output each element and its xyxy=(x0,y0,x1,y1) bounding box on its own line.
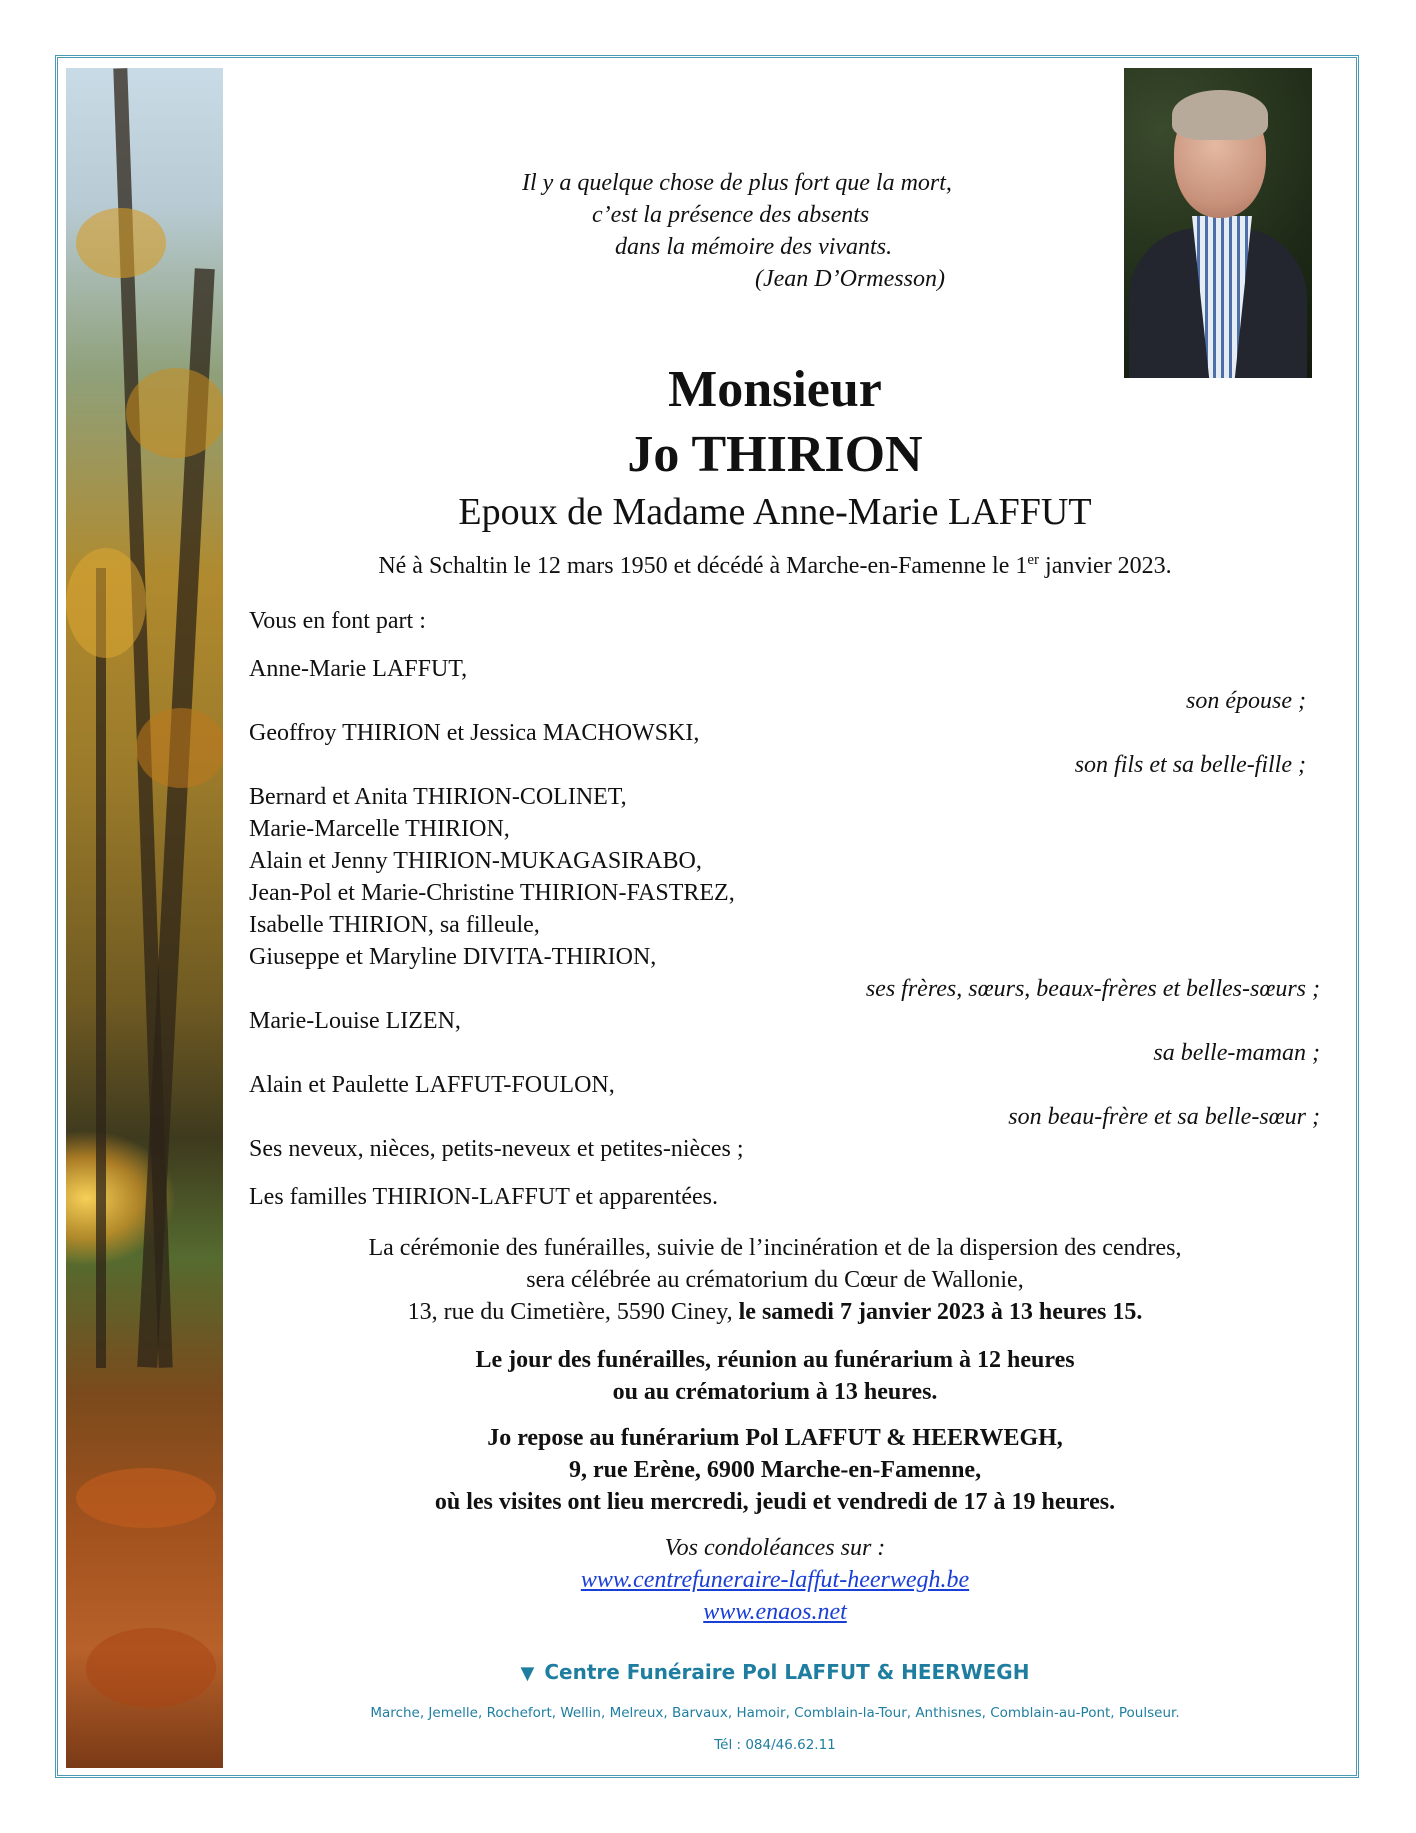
deceased-name: Jo THIRION xyxy=(627,426,923,483)
footer-telephone: Tél : 084/46.62.11 xyxy=(714,1737,836,1753)
family-member: Geoffroy THIRION et Jessica MACHOWSKI, xyxy=(249,720,700,746)
funeral-center-name: ▼ Centre Funéraire Pol LAFFUT & HEERWEGH xyxy=(520,1660,1030,1684)
family-member: Bernard et Anita THIRION-COLINET, xyxy=(249,784,627,810)
family-role: son fils et sa belle-fille ; xyxy=(1074,752,1306,778)
meeting-info: Le jour des funérailles, réunion au funérarium à 12 heures ou au crématorium à 13 heures. xyxy=(475,1347,1075,1405)
epigraph-quote xyxy=(505,167,1025,295)
triangle-down-icon: ▼ xyxy=(520,1663,535,1684)
family-role: sa belle-maman ; xyxy=(1153,1040,1320,1066)
family-member: Isabelle THIRION, sa filleule, xyxy=(249,912,540,938)
condolences-block xyxy=(235,1532,1315,1628)
condolences-label: Vos condoléances sur : xyxy=(664,1535,886,1561)
announce-line: Vous en font part : xyxy=(249,608,426,634)
birth-death-line: Né à Schaltin le 12 mars 1950 et décédé à Marche-en-Famenne le 1er janvier 2023. xyxy=(378,552,1172,579)
portrait-photo xyxy=(1124,68,1312,378)
quote-line: dans la mémoire des vivants. xyxy=(615,234,893,260)
quote-line: c’est la présence des absents xyxy=(592,202,870,228)
family-member: Les familles THIRION-LAFFUT et apparentées. xyxy=(249,1184,718,1210)
footer-towns: Marche, Jemelle, Rochefort, Wellin, Melreux, Barvaux, Hamoir, Comblain-la-Tour, Anthisnes, Comblain-au-Pont, Poulseur. xyxy=(370,1705,1180,1721)
ceremony-info: La cérémonie des funérailles, suivie de l’incinération et de la dispersion des cendres, sera célébrée au crématorium du Cœur de Wallonie, 13, rue du Cimetière, 5590 Ciney, le samedi 7 janvier 2023 à 13 heures 15. xyxy=(368,1235,1182,1325)
salutation: Monsieur xyxy=(668,361,882,418)
family-member: Anne-Marie LAFFUT, xyxy=(249,656,468,682)
family-member: Alain et Paulette LAFFUT-FOULON, xyxy=(249,1072,615,1098)
family-member: Marie-Marcelle THIRION, xyxy=(249,816,510,842)
rest-info: Jo repose au funérarium Pol LAFFUT & HEERWEGH, 9, rue Erène, 6900 Marche-en-Famenne, où les visites ont lieu mercredi, jeudi et vendredi de 17 à 19 heures. xyxy=(434,1425,1116,1515)
autumn-forest-image xyxy=(66,68,223,1768)
family-role: ses frères, sœurs, beaux-frères et belles-sœurs ; xyxy=(865,976,1320,1002)
spouse-line: Epoux de Madame Anne-Marie LAFFUT xyxy=(458,491,1092,533)
funeral-center-link[interactable]: www.centrefuneraire-laffut-heerwegh.be xyxy=(580,1567,970,1593)
quote-author: (Jean D’Ormesson) xyxy=(755,266,945,292)
quote-line: Il y a quelque chose de plus fort que la mort, xyxy=(522,170,952,196)
enaos-link[interactable]: www.enaos.net xyxy=(703,1599,847,1625)
family-member: Ses neveux, nièces, petits-neveux et petites-nièces ; xyxy=(249,1136,744,1162)
family-member: Alain et Jenny THIRION-MUKAGASIRABO, xyxy=(249,848,702,874)
family-role: son beau-frère et sa belle-sœur ; xyxy=(1008,1104,1320,1130)
family-member: Jean-Pol et Marie-Christine THIRION-FASTREZ, xyxy=(249,880,735,906)
family-role: son épouse ; xyxy=(1186,688,1306,714)
family-member: Giuseppe et Maryline DIVITA-THIRION, xyxy=(249,944,657,970)
family-member: Marie-Louise LIZEN, xyxy=(249,1008,461,1034)
